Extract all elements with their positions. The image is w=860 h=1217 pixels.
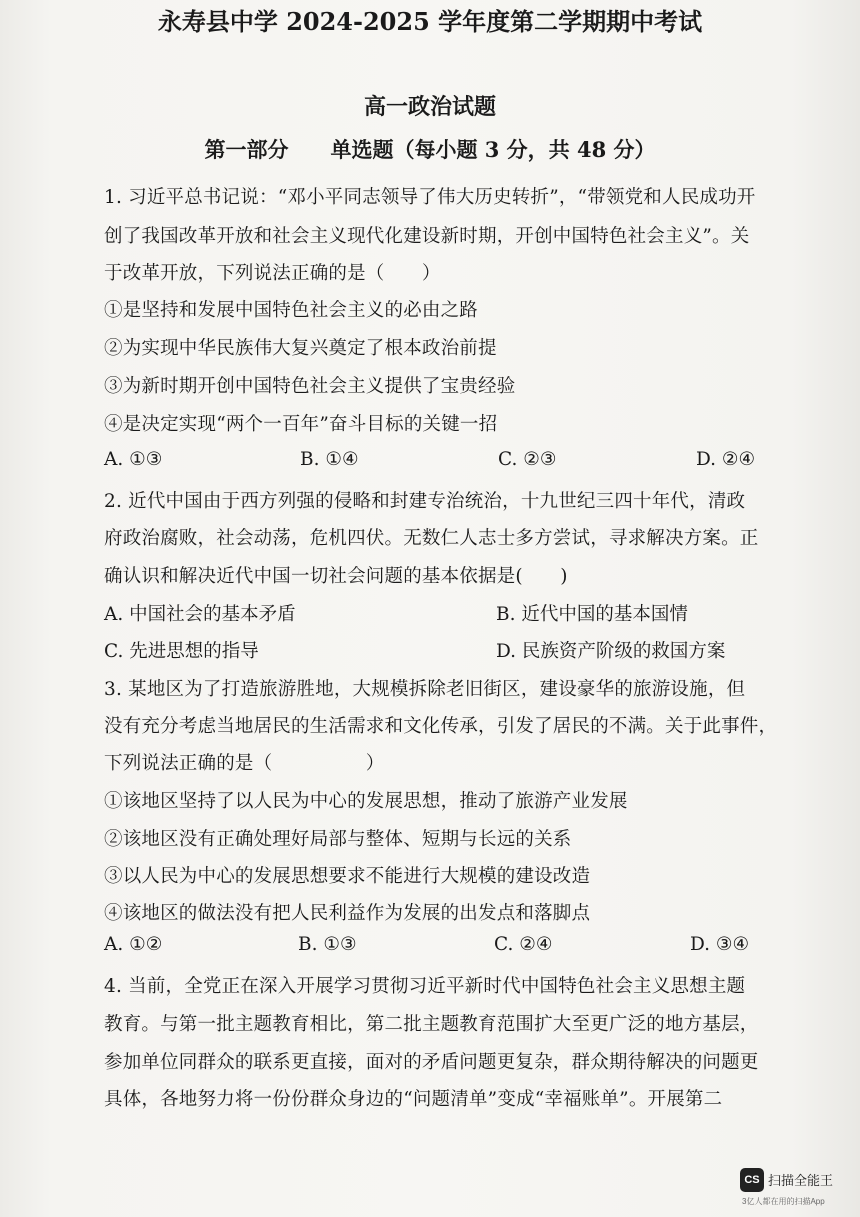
q2-option-c: C. 先进思想的指导 <box>104 641 259 662</box>
exam-title: 永寿县中学 2024-2025 学年度第二学期期中考试 <box>157 7 703 36</box>
q1-option-a: A. ①③ <box>104 449 163 470</box>
q2-option-d: D. 民族资产阶级的救国方案 <box>496 641 726 662</box>
section-heading: 第一部分 单选题（每小题 3 分，共 48 分） <box>204 137 656 162</box>
q4-stem-line-4: 具体，各地努力将一份份群众身边的“问题清单”变成“幸福账单”。开展第二 <box>104 1089 723 1110</box>
q2-stem-line-3: 确认识和解决近代中国一切社会问题的基本依据是( ) <box>104 566 568 587</box>
q1-item-2: ②为实现中华民族伟大复兴奠定了根本政治前提 <box>104 338 497 359</box>
q3-option-c: C. ②④ <box>494 934 553 955</box>
watermark-tagline: 3亿人都在用的扫描App <box>742 1197 825 1206</box>
q3-item-4: ④该地区的做法没有把人民利益作为发展的出发点和落脚点 <box>104 903 591 924</box>
q1-item-1: ①是坚持和发展中国特色社会主义的必由之路 <box>104 300 479 321</box>
q1-option-b: B. ①④ <box>300 449 359 470</box>
q1-stem-line-2: 创了我国改革开放和社会主义现代化建设新时期，开创中国特色社会主义”。关 <box>104 226 750 247</box>
q3-item-2: ②该地区没有正确处理好局部与整体、短期与长远的关系 <box>104 829 572 850</box>
q1-item-3: ③为新时期开创中国特色社会主义提供了宝贵经验 <box>104 376 516 397</box>
q3-stem-line-1: 3. 某地区为了打造旅游胜地，大规模拆除老旧街区，建设豪华的旅游设施，但 <box>104 679 746 700</box>
q3-option-d: D. ③④ <box>690 934 750 955</box>
q3-stem-line-2: 没有充分考虑当地居民的生活需求和文化传承，引发了居民的不满。关于此事件， <box>104 716 778 737</box>
scanner-watermark <box>740 1166 852 1210</box>
q1-stem-line-1: 1. 习近平总书记说：“邓小平同志领导了伟大历史转折”，“带领党和人民成功开 <box>104 187 756 208</box>
q3-item-3: ③以人民为中心的发展思想要求不能进行大规模的建设改造 <box>104 866 591 887</box>
q4-stem-line-3: 参加单位同群众的联系更直接，面对的矛盾问题更复杂，群众期待解决的问题更 <box>104 1052 759 1073</box>
q4-stem-line-2: 教育。与第一批主题教育相比，第二批主题教育范围扩大至更广泛的地方基层， <box>104 1014 759 1035</box>
camscanner-logo-icon: CS <box>740 1168 764 1192</box>
watermark-name: 扫描全能王 <box>768 1173 834 1188</box>
exam-subtitle: 高一政治试题 <box>363 94 496 120</box>
q2-option-a: A. 中国社会的基本矛盾 <box>104 604 296 625</box>
q2-stem-line-1: 2. 近代中国由于西方列强的侵略和封建专治统治，十九世纪三四十年代，清政 <box>104 491 746 512</box>
q4-stem-line-1: 4. 当前，全党正在深入开展学习贯彻习近平新时代中国特色社会主义思想主题 <box>104 976 746 997</box>
q1-stem-line-3: 于改革开放，下列说法正确的是（ ） <box>104 263 441 284</box>
q3-stem-line-3: 下列说法正确的是（ ） <box>104 753 385 774</box>
q3-item-1: ①该地区坚持了以人民为中心的发展思想，推动了旅游产业发展 <box>104 791 628 812</box>
q1-item-4: ④是决定实现“两个一百年”奋斗目标的关键一招 <box>104 414 498 435</box>
q1-option-c: C. ②③ <box>498 449 557 470</box>
q3-option-b: B. ①③ <box>298 934 357 955</box>
q1-option-d: D. ②④ <box>696 449 756 470</box>
q2-option-b: B. 近代中国的基本国情 <box>496 604 688 625</box>
q3-option-a: A. ①② <box>104 934 163 955</box>
q2-stem-line-2: 府政治腐败，社会动荡，危机四伏。无数仁人志士多方尝试，寻求解决方案。正 <box>104 528 759 549</box>
